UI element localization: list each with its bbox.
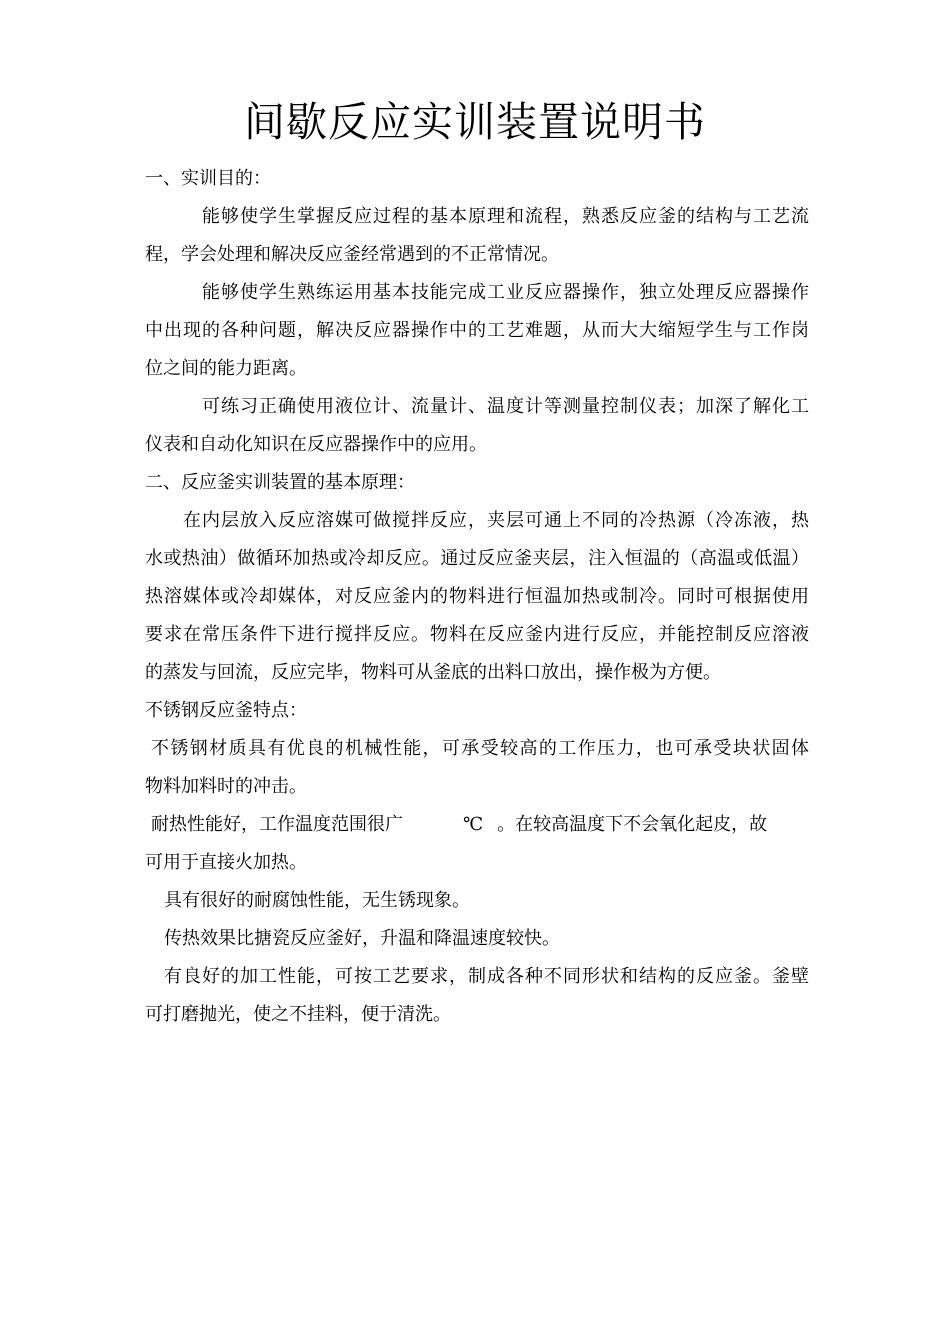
- paragraph-line: 中出现的各种问题，解决反应器操作中的工艺难题，从而大大缩短学生与工作岗: [145, 320, 809, 341]
- paragraph-line: 的蒸发与回流，反应完毕，物料可从釜底的出料口放出，操作极为方便。: [145, 662, 721, 683]
- feature-text: 。在较高温度下不会氧化起皮，故: [497, 814, 768, 835]
- paragraph-line: 仪表和自动化知识在反应器操作中的应用。: [145, 434, 487, 455]
- paragraph-line: 能够使学生熟练运用基本技能完成工业反应器操作，独立处理反应器操作: [202, 282, 809, 303]
- paragraph-line: 程，学会处理和解决反应釜经常遇到的不正常情况。: [145, 244, 559, 265]
- document-body: [145, 160, 809, 1034]
- feature-line: 具有很好的耐腐蚀性能，无生锈现象。: [164, 890, 470, 911]
- feature-line: 有良好的加工性能，可按工艺要求，制成各种不同形状和结构的反应釜。釜壁: [164, 966, 809, 987]
- document-title: 间歇反应实训装置说明书: [244, 98, 706, 146]
- paragraph-line: 要求在常压条件下进行搅拌反应。物料在反应釜内进行反应，并能控制反应溶液: [145, 624, 809, 645]
- temperature-unit: ℃: [463, 814, 484, 835]
- paragraph-line: 可练习正确使用液位计、流量计、温度计等测量控制仪表；加深了解化工: [202, 396, 809, 417]
- section-heading-features: 不锈钢反应釜特点：: [145, 700, 307, 721]
- paragraph-line: 位之间的能力距离。: [145, 358, 307, 379]
- feature-line: 可用于直接火加热。: [145, 852, 307, 873]
- feature-text: 耐热性能好，工作温度范围很广: [151, 814, 403, 835]
- feature-line: 不锈钢材质具有优良的机械性能，可承受较高的工作压力，也可承受块状固体: [151, 738, 809, 759]
- paragraph-line: 热溶媒体或冷却媒体，对反应釜内的物料进行恒温加热或制冷。同时可根据使用: [145, 586, 809, 607]
- feature-line: 传热效果比搪瓷反应釜好，升温和降温速度较快。: [164, 928, 560, 949]
- paragraph-line: 水或热油）做循环加热或冷却反应。通过反应釜夹层，注入恒温的（高温或低温）: [145, 548, 809, 569]
- feature-line: 可打磨抛光，使之不挂料，便于清洗。: [145, 1004, 451, 1025]
- section-heading-principle: 二、反应釜实训装置的基本原理：: [145, 472, 415, 493]
- feature-line: [145, 806, 809, 844]
- paragraph-line: 能够使学生掌握反应过程的基本原理和流程，熟悉反应釜的结构与工艺流: [202, 206, 809, 227]
- section-heading-purpose: 一、实训目的：: [145, 168, 271, 189]
- paragraph-line: 在内层放入反应溶媒可做搅拌反应，夹层可通上不同的冷热源（冷冻液，热: [183, 510, 809, 531]
- feature-line: 物料加料时的冲击。: [145, 776, 307, 797]
